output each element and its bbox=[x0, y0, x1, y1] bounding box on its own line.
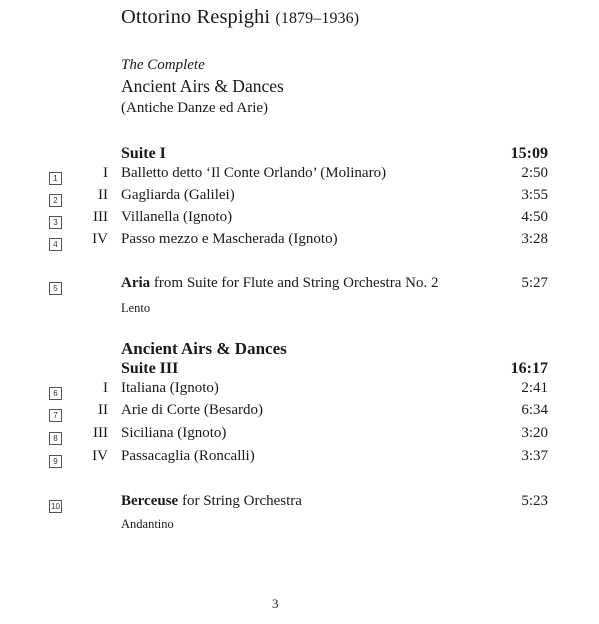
track-time: 2:41 bbox=[521, 380, 548, 396]
track-title: Italiana (Ignoto) bbox=[121, 380, 219, 396]
track-number-box: 5 bbox=[49, 282, 62, 295]
track-number-box: 4 bbox=[49, 238, 62, 251]
track-time: 3:37 bbox=[521, 448, 548, 464]
movement-roman: IV bbox=[92, 231, 108, 247]
work-title-bold: Berceuse bbox=[121, 493, 179, 509]
suite1-total-time: 15:09 bbox=[510, 145, 548, 162]
track-title: Passacaglia (Roncalli) bbox=[121, 448, 255, 464]
track-row bbox=[49, 278, 62, 296]
track-time: 5:27 bbox=[521, 275, 548, 291]
track-number-box: 1 bbox=[49, 172, 62, 185]
movement-roman: II bbox=[98, 402, 108, 418]
track-number-box: 3 bbox=[49, 216, 62, 229]
track-number-box: 8 bbox=[49, 432, 62, 445]
suite3-total-time: 16:17 bbox=[510, 360, 548, 377]
track-title bbox=[121, 493, 302, 510]
work-title-rest: from Suite for Flute and String Orchestra No. 2 bbox=[150, 275, 439, 291]
track-number-box: 10 bbox=[49, 500, 62, 513]
track-time: 3:28 bbox=[521, 231, 548, 247]
track-title: Siciliana (Ignoto) bbox=[121, 425, 227, 441]
track-row bbox=[49, 451, 62, 469]
movement-roman: IV bbox=[92, 448, 108, 464]
track-title: Passo mezzo e Mascherada (Ignoto) bbox=[121, 231, 338, 247]
work-title-bold: Aria bbox=[121, 275, 151, 291]
page-number: 3 bbox=[272, 596, 279, 611]
album-title: Ancient Airs & Dances bbox=[121, 76, 284, 96]
track-row bbox=[49, 168, 62, 186]
suite3-title: Ancient Airs & Dances bbox=[121, 339, 287, 358]
movement-roman: II bbox=[98, 187, 108, 203]
track-row bbox=[49, 428, 62, 446]
suite1-heading: Suite I bbox=[121, 145, 166, 162]
tempo-marking: Andantino bbox=[121, 517, 174, 531]
track-time: 3:20 bbox=[521, 425, 548, 441]
track-title bbox=[121, 275, 438, 292]
track-time: 2:50 bbox=[521, 165, 548, 181]
track-title: Villanella (Ignoto) bbox=[121, 209, 233, 225]
composer-years: (1879–1936) bbox=[275, 10, 360, 27]
track-number-box: 6 bbox=[49, 387, 62, 400]
track-row bbox=[49, 212, 62, 230]
track-title: Gagliarda (Galilei) bbox=[121, 187, 235, 203]
track-time: 3:55 bbox=[521, 187, 548, 203]
track-time: 6:34 bbox=[521, 402, 548, 418]
track-row bbox=[49, 383, 62, 401]
album-subtitle: (Antiche Danze ed Arie) bbox=[121, 100, 269, 116]
track-number-box: 2 bbox=[49, 194, 62, 207]
the-complete-label: The Complete bbox=[121, 57, 205, 73]
track-row bbox=[49, 496, 62, 514]
track-title: Arie di Corte (Besardo) bbox=[121, 402, 264, 418]
composer-name: Ottorino Respighi bbox=[121, 6, 271, 28]
work-title-rest: for String Orchestra bbox=[178, 493, 302, 509]
track-row bbox=[49, 234, 62, 252]
movement-roman: I bbox=[103, 380, 108, 396]
track-number-box: 9 bbox=[49, 455, 62, 468]
track-row bbox=[49, 405, 62, 423]
suite3-heading: Suite III bbox=[121, 360, 179, 377]
track-row bbox=[49, 190, 62, 208]
composer-line bbox=[121, 6, 359, 29]
track-time: 4:50 bbox=[521, 209, 548, 225]
track-time: 5:23 bbox=[521, 493, 548, 509]
movement-roman: I bbox=[103, 165, 108, 181]
track-number-box: 7 bbox=[49, 409, 62, 422]
movement-roman: III bbox=[93, 209, 108, 225]
tempo-marking: Lento bbox=[121, 301, 151, 315]
track-title: Balletto detto ‘Il Conte Orlando’ (Molinaro) bbox=[121, 165, 387, 181]
movement-roman: III bbox=[93, 425, 108, 441]
